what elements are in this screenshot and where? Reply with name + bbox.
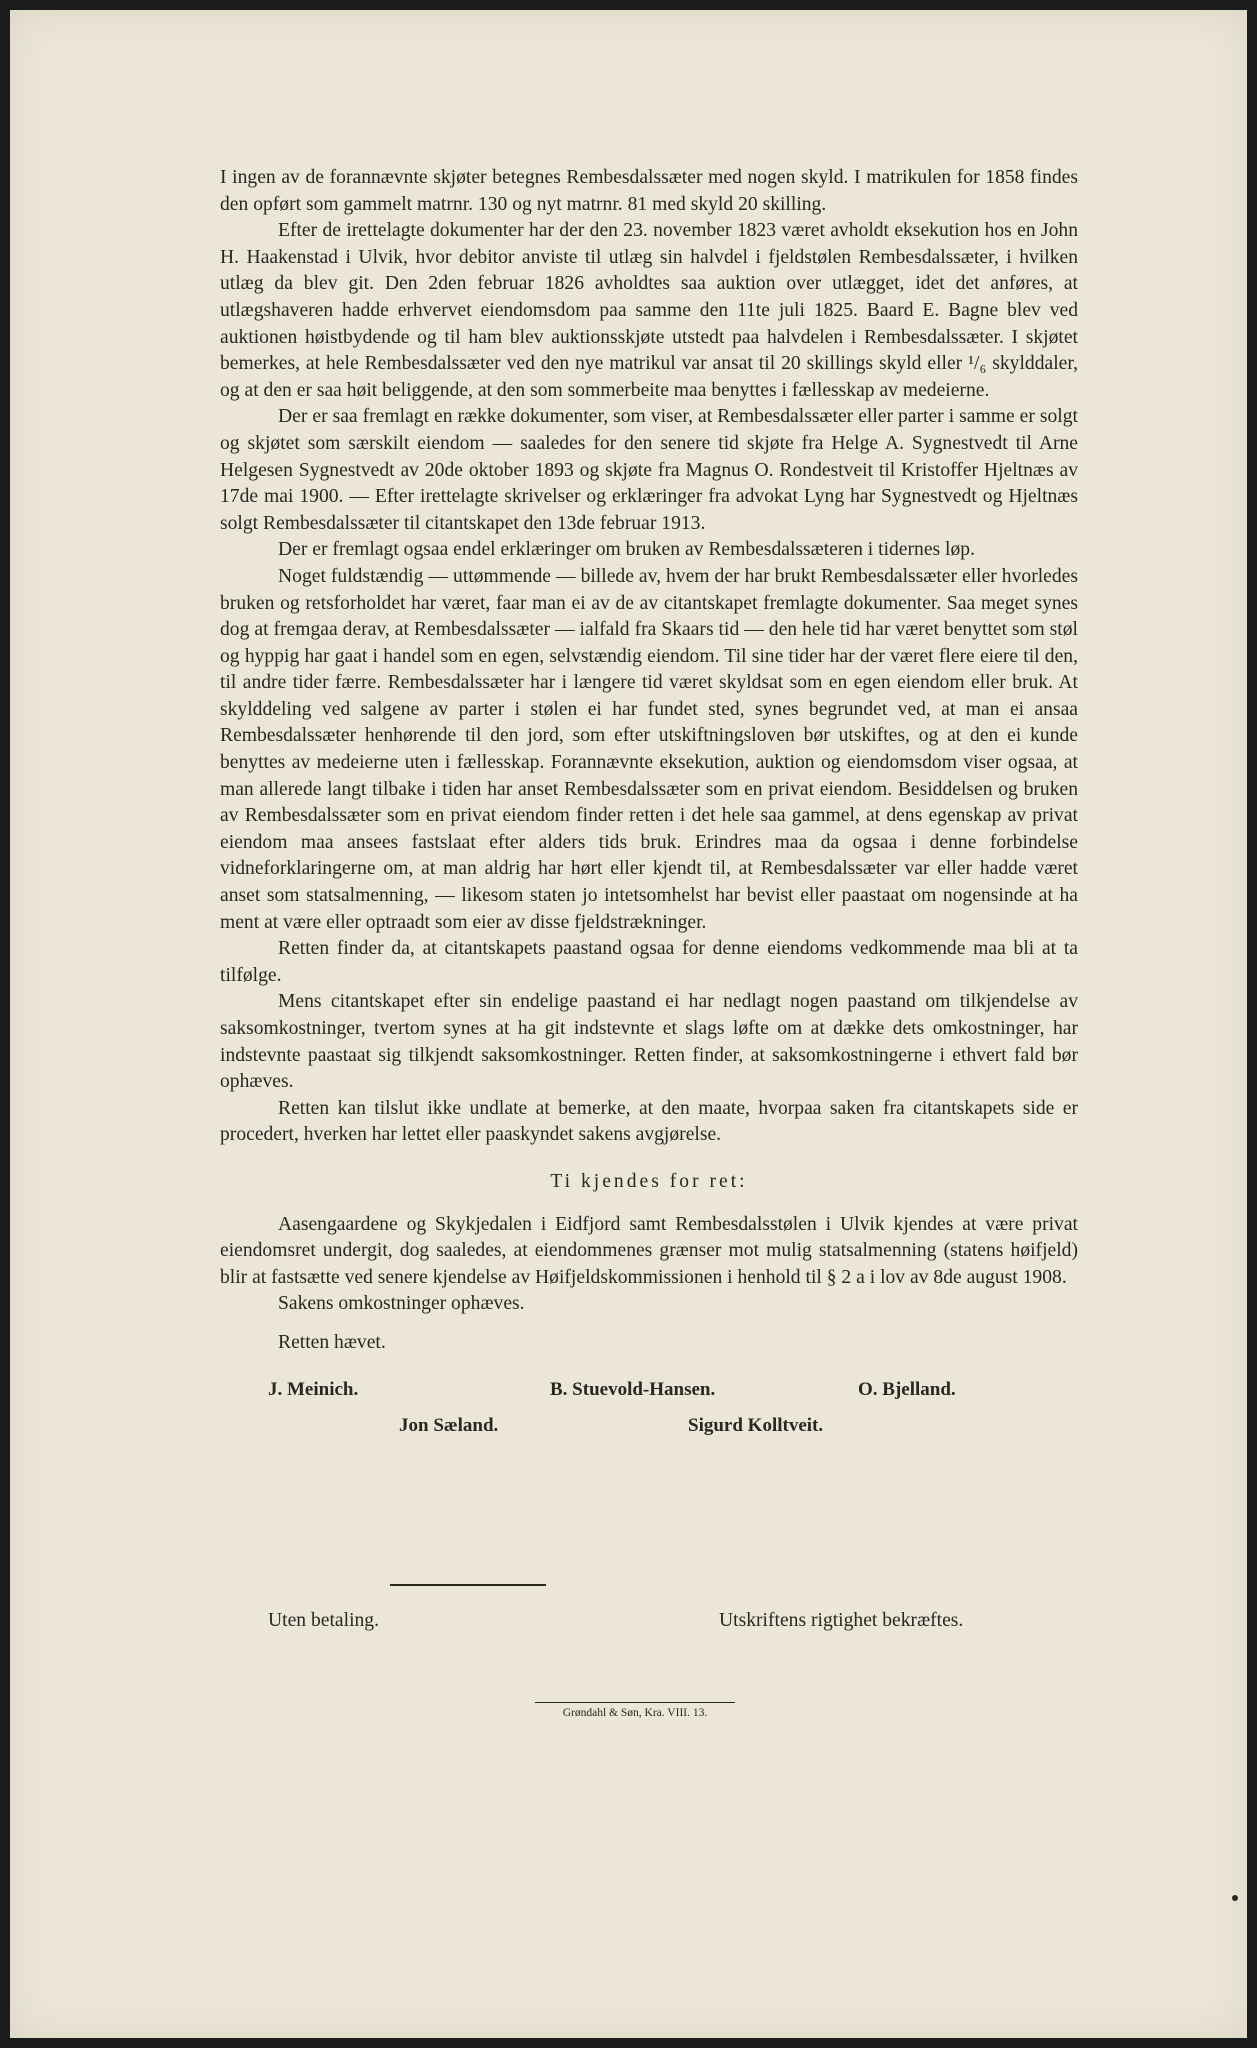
signature: B. Stuevold-Hansen. bbox=[550, 1378, 716, 1400]
verdict-paragraph: Sakens omkostninger ophæves. bbox=[278, 1293, 525, 1315]
printer-imprint: Grøndahl & Søn, Kra. VIII. 13. bbox=[562, 1707, 708, 1719]
separator-line bbox=[390, 1584, 546, 1586]
paragraph: I ingen av de forannævnte skjøter betegnes Rembesdalssæter med nogen skyld. I matrikulen for 1858 findes den opført som gammelt matrnr. 130 og nyt matrnr. 81 med skyld 20 skilling. bbox=[220, 167, 1078, 215]
document-body bbox=[220, 165, 1078, 1451]
footer-right-note: Utskriftens rigtighet bekræftes. bbox=[719, 1610, 964, 1631]
paragraph: Efter de irettelagte dokumenter har der den 23. november 1823 været avholdt eksekution hos en John H. Haakenstad i Ulvik, hvor debitor anviste til utlæg sin halvdel i fjeldstølen Rembesdalssæter, i hvilken utlæg da blev git. Den 2den februar 1826 avholdtes saa auktion over utlægget, idet det anføres, at utlægshaveren hadde erhvervet eiendomsdom paa samme den 11te juli 1825. Baard E. Bagne blev ved auktionen høistbydende og til ham blev auktionsskjøte utstedt paa halvdelen i Rembesdalssæter. I skjøtet bemerkes, at hele Rembesdalssæter ved den nye matrikul var ansat til 20 skillings skyld eller ¹/₆ skylddaler, og at den er saa høit beliggende, at den som sommerbeite maa benyttes i fællesskap av medeierne. bbox=[220, 220, 1078, 401]
footer-left-note: Uten betaling. bbox=[268, 1610, 379, 1631]
paragraph: Der er saa fremlagt en række dokumenter, som viser, at Rembesdalssæter eller parter i samme er solgt og skjøtet som særskilt eiendom — saaledes for den senere tid skjøte fra Helge A. Sygnestvedt til Arne Helgesen Sygnestvedt av 20de oktober 1893 og skjøte fra Magnus O. Rondestveit til Kristoffer Hjeltnæs av 17de mai 1900. — Efter irettelagte skrivelser og erklæringer fra advokat Lyng har Sygnestvedt og Hjeltnæs solgt Rembesdalssæter til citantskapet den 13de februar 1913. bbox=[220, 406, 1078, 534]
signature: Jon Sæland. bbox=[399, 1414, 499, 1436]
ink-speck bbox=[1232, 1895, 1238, 1901]
signature-block bbox=[220, 1371, 1078, 1451]
verdict-paragraph: Aasengaardene og Skykjedalen i Eidfjord samt Rembesdalsstølen i Ulvik kjendes at være privat eiendomsret undergit, dog saaledes, at eiendommenes grænser mot mulig statsalmenning (statens høifjeld) blir at fastsætte ved senere kjendelse av Høifjeldskommissionen i henhold til § 2 a i lov av 8de august 1908. bbox=[220, 1213, 1078, 1288]
paragraph: Retten kan tilslut ikke undlate at bemerke, at den maate, hvorpaa saken fra citantskapets side er procedert, hverken har lettet eller paaskyndet sakens avgjørelse. bbox=[220, 1097, 1078, 1146]
signature: O. Bjelland. bbox=[858, 1378, 956, 1400]
printer-rule bbox=[535, 1702, 735, 1703]
verdict-heading: Ti kjendes for ret: bbox=[550, 1170, 748, 1192]
signature: J. Meinich. bbox=[268, 1378, 359, 1400]
paragraph: Der er fremlagt ogsaa endel erklæringer om bruken av Rembesdalssæteren i tidernes løp. bbox=[278, 539, 975, 561]
signature: Sigurd Kolltveit. bbox=[688, 1414, 824, 1436]
paragraph: Retten finder da, at citantskapets paastand ogsaa for denne eiendoms vedkommende maa bli at ta tilfølge. bbox=[220, 938, 1078, 986]
paragraph: Noget fuldstændig — uttømmende — billede av, hvem der har brukt Rembesdalssæter eller hvorledes bruken og retsforholdet har været, faar man ei av de av citantskapet fremlagte dokumenter. Saa meget synes dog at fremgaa derav, at Rembesdalssæter — ialfald fra Skaars tid — den hele tid har været benyttet som støl og hyppig har gaat i handel som en egen, selvstændig eiendom. Til sine tider har der været flere eiere til den, til andre tider færre. Rembesdalssæter har i længere tid været skyldsat som en egen eiendom eller bruk. At skylddeling ved salgene av parter i stølen ei har fundet sted, synes begrundet ved, at man ei ansaa Rembesdalssæter henhørende til den jord, som efter utskiftningsloven bør utskiftes, og at den ei kunde benyttes av medeierne uten i fællesskap. Forannævnte eksekution, auktion og eiendomsdom viser ogsaa, at man allerede langt tilbake i tiden har anset Rembesdalssæter som en privat eiendom. Besiddelsen og bruken av Rembesdalssæter som en privat eiendom finder retten i det hele saa gammel, at dens egenskap av privat eiendom maa ansees fastslaat efter alders tids bruk. Erindres maa da ogsaa i denne forbindelse vidneforklaringerne om, at man aldrig har hørt eller kjendt til, at Rembesdalssæter var eller hadde været anset som statsalmenning, — likesom staten jo intetsomhelst har bevist eller paastaat om nogensinde at ha ment at være eller optraadt som eier av disse fjeldstrækninger. bbox=[220, 565, 1078, 933]
verdict-paragraph: Retten hævet. bbox=[278, 1331, 386, 1353]
paragraph: Mens citantskapet efter sin endelige paastand ei har nedlagt nogen paastand om tilkjendelse av saksomkostninger, tvertom synes at ha git indstevnte et slags løfte om at dække dets omkostninger, har indstevnte paastaat sig tilkjendt saksomkostninger. Retten finder, at saksomkostningerne i ethvert fald bør ophæves. bbox=[220, 991, 1078, 1093]
